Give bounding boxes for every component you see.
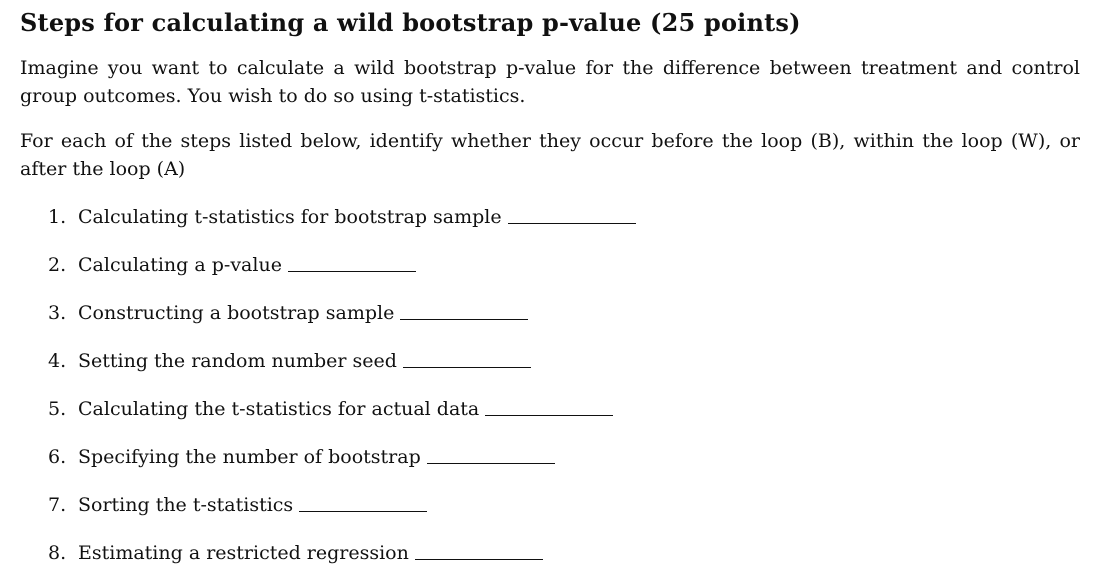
- step-text: Setting the random number seed: [78, 350, 397, 372]
- answer-blank[interactable]: [288, 251, 416, 272]
- instructions-paragraph: For each of the steps listed below, identify whether they occur before the loop (B), within the loop (W), or after the loop (A): [20, 130, 1080, 180]
- answer-blank[interactable]: [400, 299, 528, 320]
- step-item: [48, 347, 636, 395]
- step-text: Calculating a p-value: [78, 254, 282, 276]
- step-item: [48, 443, 636, 491]
- question-title: Steps for calculating a wild bootstrap p-value (25 points): [20, 8, 801, 37]
- step-item: [48, 299, 636, 347]
- step-item: [48, 491, 636, 539]
- step-item: [48, 203, 636, 251]
- step-number: 1.: [48, 206, 67, 228]
- step-text: Estimating a restricted regression: [78, 542, 409, 564]
- step-number: 8.: [48, 542, 67, 564]
- step-number: 4.: [48, 350, 67, 372]
- step-number: 5.: [48, 398, 67, 420]
- step-number: 6.: [48, 446, 67, 468]
- answer-blank[interactable]: [403, 347, 531, 368]
- step-text: Specifying the number of bootstrap: [78, 446, 421, 468]
- step-item: [48, 395, 636, 443]
- step-item: [48, 251, 636, 299]
- answer-blank[interactable]: [415, 539, 543, 560]
- answer-blank[interactable]: [299, 491, 427, 512]
- answer-blank[interactable]: [427, 443, 555, 464]
- step-number: 3.: [48, 302, 67, 324]
- answer-blank[interactable]: [485, 395, 613, 416]
- step-number: 7.: [48, 494, 67, 516]
- step-number: 2.: [48, 254, 67, 276]
- answer-blank[interactable]: [508, 203, 636, 224]
- step-text: Calculating the t-statistics for actual data: [78, 398, 480, 420]
- step-text: Sorting the t-statistics: [78, 494, 294, 516]
- step-text: Calculating t-statistics for bootstrap sample: [78, 206, 502, 228]
- steps-list: [48, 203, 636, 587]
- intro-paragraph: Imagine you want to calculate a wild bootstrap p-value for the difference between treatment and control group outcomes. You wish to do so using t-statistics.: [20, 57, 1080, 107]
- step-item: [48, 539, 636, 587]
- step-text: Constructing a bootstrap sample: [78, 302, 395, 324]
